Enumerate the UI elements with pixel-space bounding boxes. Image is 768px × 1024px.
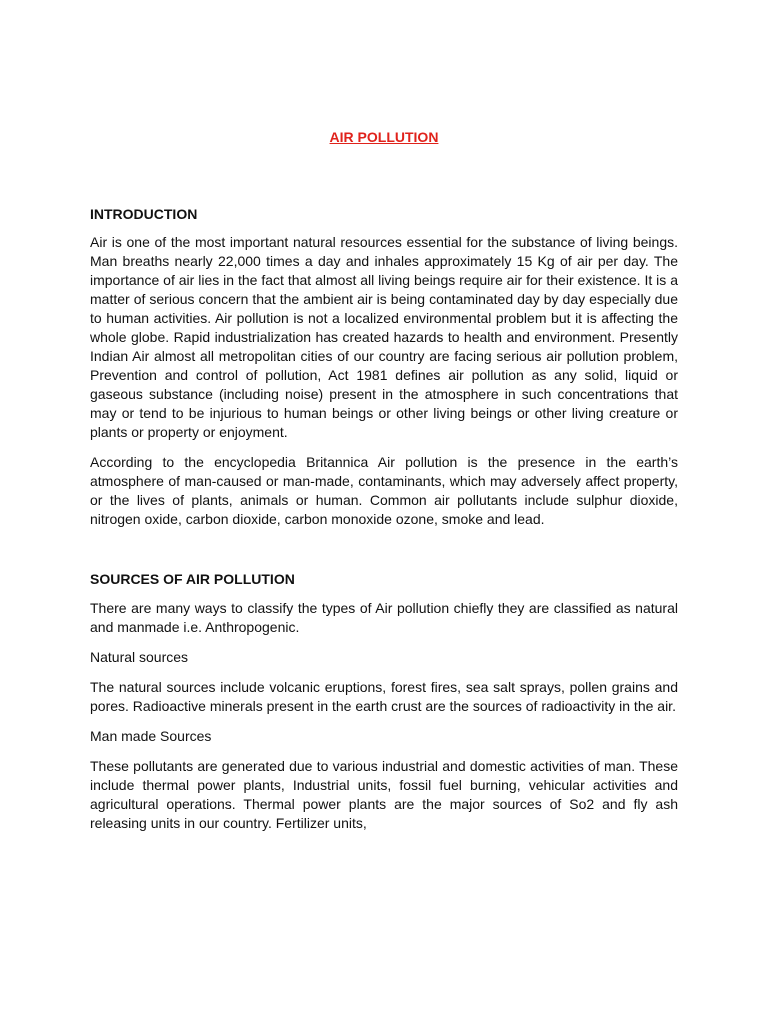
natural-sources-heading: Natural sources <box>90 649 189 665</box>
document-title: AIR POLLUTION <box>329 129 439 145</box>
sources-intro-paragraph: There are many ways to classify the types of Air pollution chiefly they are classified as natural and manmade i.e. Anthropogenic. <box>90 600 678 635</box>
section-heading-introduction: INTRODUCTION <box>90 206 198 222</box>
manmade-sources-paragraph: These pollutants are generated due to various industrial and domestic activities of man. These include thermal power plants, Industrial units, fossil fuel burning, vehicular activities and agricultural operations. Thermal power plants are the major sources of So2 and fly ash releasing units in our country. Fertilizer units, <box>90 758 678 831</box>
natural-sources-paragraph: The natural sources include volcanic eruptions, forest fires, sea salt sprays, pollen grains and pores. Radioactive minerals present in the earth crust are the sources of radioactivity in the air. <box>90 679 678 714</box>
introduction-paragraph-2: According to the encyclopedia Britannica Air pollution is the presence in the earth’s atmosphere of man-caused or man-made, contaminants, which may adversely affect property, or the lives of plants, animals or human. Common air pollutants include sulphur dioxide, nitrogen oxide, carbon dioxide, carbon monoxide ozone, smoke and lead. <box>90 454 678 527</box>
introduction-paragraph-1: Air is one of the most important natural resources essential for the substance of living beings. Man breaths nearly 22,000 times a day and inhales approximately 15 Kg of air per day. The importance of air lies in the fact that almost all living beings require air for their existence. It is a matter of serious concern that the ambient air is being contaminated day by day especially due to human activities. Air pollution is not a localized environmental problem but it is affecting the whole globe. Rapid industrialization has created hazards to health and environment. Presently Indian Air almost all metropolitan cities of our country are facing serious air pollution problem, Prevention and control of pollution, Act 1981 defines air pollution as any solid, liquid or gaseous substance (including noise) present in the atmosphere in such concentrations that may or tend to be injurious to human beings or other living beings or other living creature or plants or property or enjoyment. <box>90 234 678 440</box>
manmade-sources-heading: Man made Sources <box>90 728 212 744</box>
document-body <box>90 205 678 833</box>
section-heading-sources: SOURCES OF AIR POLLUTION <box>90 571 295 587</box>
